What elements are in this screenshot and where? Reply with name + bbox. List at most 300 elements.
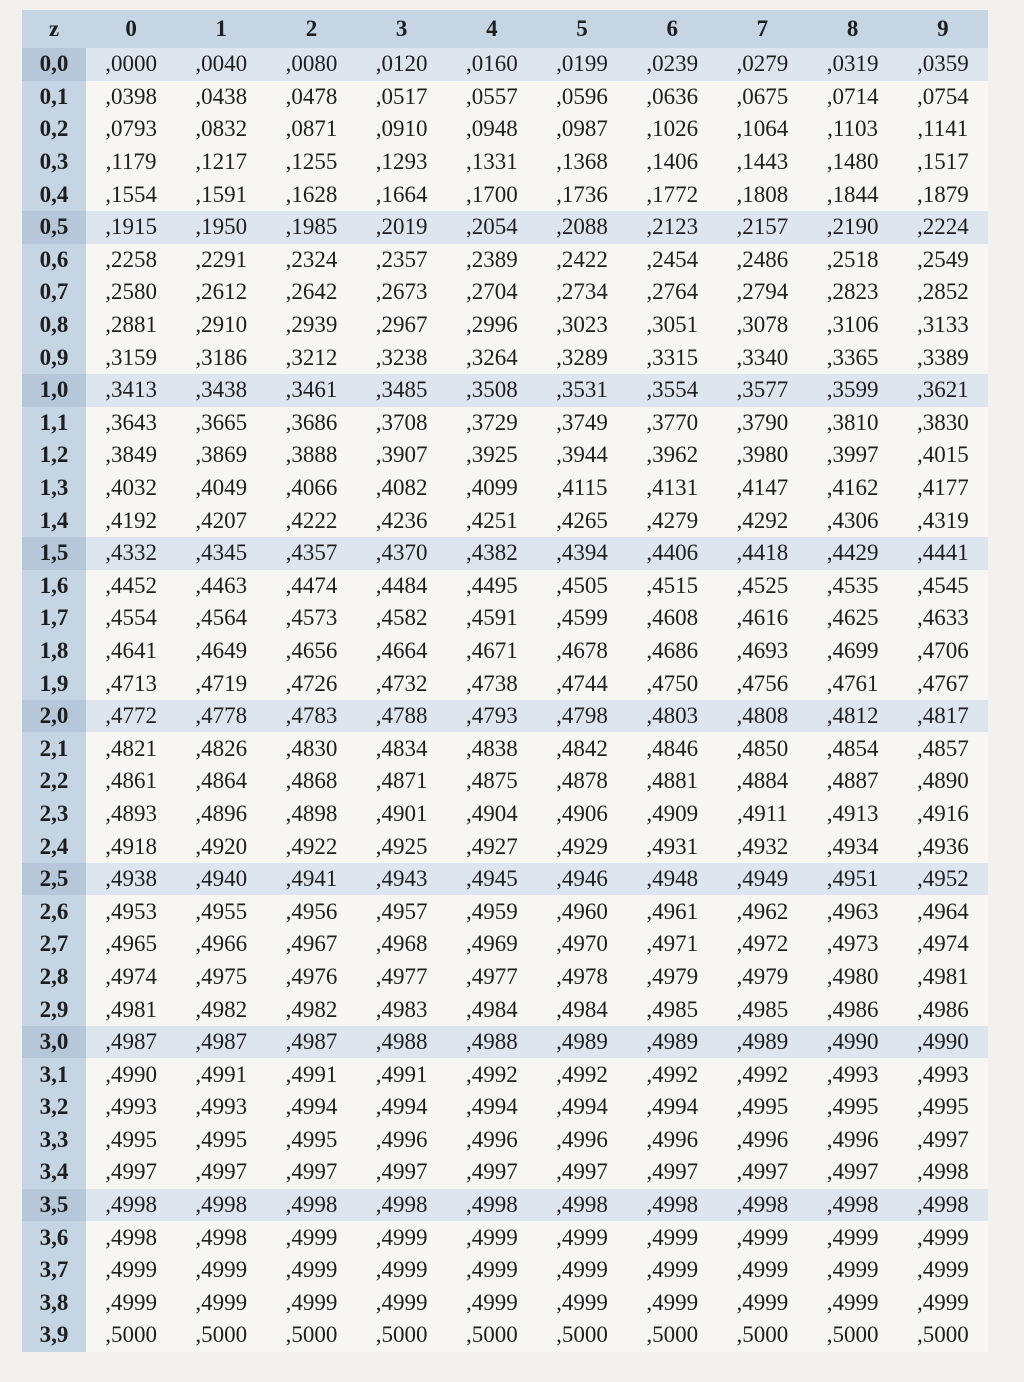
probability-cell: ,3729 (447, 407, 537, 440)
probability-cell: ,4994 (627, 1091, 717, 1124)
probability-cell: ,4997 (898, 1124, 988, 1157)
probability-cell: ,4983 (357, 993, 447, 1026)
table-row (22, 667, 988, 700)
probability-cell: ,2580 (86, 276, 176, 309)
probability-cell: ,5000 (717, 1319, 807, 1352)
probability-cell: ,0000 (86, 48, 176, 81)
probability-cell: ,4582 (357, 602, 447, 635)
table-body (22, 48, 988, 1352)
probability-cell: ,4977 (447, 961, 537, 994)
probability-cell: ,5000 (447, 1319, 537, 1352)
probability-cell: ,4798 (537, 700, 627, 733)
table-row (22, 81, 988, 114)
probability-cell: ,3531 (537, 374, 627, 407)
z-value-cell: 3,7 (22, 1254, 86, 1287)
probability-cell: ,4850 (717, 732, 807, 765)
probability-cell: ,4997 (86, 1156, 176, 1189)
probability-cell: ,4995 (266, 1124, 356, 1157)
probability-cell: ,4973 (808, 928, 898, 961)
probability-cell: ,1255 (266, 146, 356, 179)
probability-cell: ,1664 (357, 178, 447, 211)
table-row (22, 537, 988, 570)
probability-cell: ,4881 (627, 765, 717, 798)
probability-cell: ,4706 (898, 635, 988, 668)
probability-cell: ,4948 (627, 863, 717, 896)
probability-cell: ,4999 (266, 1287, 356, 1320)
probability-cell: ,4890 (898, 765, 988, 798)
probability-cell: ,4115 (537, 472, 627, 505)
probability-cell: ,4931 (627, 830, 717, 863)
probability-cell: ,4998 (176, 1189, 266, 1222)
probability-cell: ,4996 (717, 1124, 807, 1157)
probability-cell: ,4591 (447, 602, 537, 635)
probability-cell: ,4981 (898, 961, 988, 994)
probability-cell: ,3438 (176, 374, 266, 407)
probability-cell: ,4357 (266, 537, 356, 570)
probability-cell: ,4971 (627, 928, 717, 961)
probability-cell: ,3686 (266, 407, 356, 440)
probability-cell: ,4998 (176, 1221, 266, 1254)
probability-cell: ,3133 (898, 309, 988, 342)
probability-cell: ,4875 (447, 765, 537, 798)
probability-cell: ,4793 (447, 700, 537, 733)
probability-cell: ,4996 (357, 1124, 447, 1157)
probability-cell: ,0199 (537, 48, 627, 81)
table-row (22, 1124, 988, 1157)
probability-cell: ,4999 (627, 1287, 717, 1320)
probability-cell: ,4997 (176, 1156, 266, 1189)
probability-cell: ,1591 (176, 178, 266, 211)
table-row (22, 113, 988, 146)
probability-cell: ,4236 (357, 504, 447, 537)
probability-cell: ,3997 (808, 439, 898, 472)
probability-cell: ,4997 (537, 1156, 627, 1189)
column-header: 5 (537, 10, 627, 48)
probability-cell: ,2518 (808, 244, 898, 277)
probability-cell: ,4998 (717, 1189, 807, 1222)
probability-cell: ,1368 (537, 146, 627, 179)
probability-cell: ,4803 (627, 700, 717, 733)
probability-cell: ,3078 (717, 309, 807, 342)
table-row (22, 732, 988, 765)
probability-cell: ,1736 (537, 178, 627, 211)
z-value-cell: 1,3 (22, 472, 86, 505)
probability-cell: ,0080 (266, 48, 356, 81)
probability-cell: ,1808 (717, 178, 807, 211)
probability-cell: ,2422 (537, 244, 627, 277)
probability-cell: ,4678 (537, 635, 627, 668)
probability-cell: ,4998 (266, 1189, 356, 1222)
probability-cell: ,4999 (176, 1254, 266, 1287)
probability-cell: ,4788 (357, 700, 447, 733)
probability-cell: ,4996 (537, 1124, 627, 1157)
probability-cell: ,4992 (627, 1058, 717, 1091)
probability-cell: ,4778 (176, 700, 266, 733)
probability-cell: ,2389 (447, 244, 537, 277)
probability-cell: ,3962 (627, 439, 717, 472)
probability-cell: ,4429 (808, 537, 898, 570)
probability-cell: ,3289 (537, 341, 627, 374)
probability-cell: ,4981 (86, 993, 176, 1026)
probability-cell: ,2704 (447, 276, 537, 309)
probability-cell: ,4999 (266, 1221, 356, 1254)
probability-cell: ,4995 (808, 1091, 898, 1124)
probability-cell: ,3485 (357, 374, 447, 407)
probability-cell: ,0239 (627, 48, 717, 81)
probability-cell: ,1517 (898, 146, 988, 179)
probability-cell: ,4049 (176, 472, 266, 505)
probability-cell: ,4857 (898, 732, 988, 765)
probability-cell: ,0040 (176, 48, 266, 81)
probability-cell: ,4949 (717, 863, 807, 896)
probability-cell: ,4868 (266, 765, 356, 798)
probability-cell: ,3365 (808, 341, 898, 374)
probability-cell: ,4999 (717, 1221, 807, 1254)
probability-cell: ,4192 (86, 504, 176, 537)
probability-cell: ,4162 (808, 472, 898, 505)
probability-cell: ,4177 (898, 472, 988, 505)
z-value-cell: 0,8 (22, 309, 86, 342)
probability-cell: ,2123 (627, 211, 717, 244)
probability-cell: ,2823 (808, 276, 898, 309)
probability-cell: ,4332 (86, 537, 176, 570)
probability-cell: ,3577 (717, 374, 807, 407)
probability-cell: ,0754 (898, 81, 988, 114)
z-value-cell: 3,1 (22, 1058, 86, 1091)
table-row (22, 798, 988, 831)
probability-cell: ,4842 (537, 732, 627, 765)
probability-cell: ,4999 (176, 1287, 266, 1320)
probability-cell: ,4969 (447, 928, 537, 961)
probability-cell: ,4699 (808, 635, 898, 668)
probability-cell: ,2734 (537, 276, 627, 309)
probability-cell: ,1700 (447, 178, 537, 211)
probability-cell: ,4861 (86, 765, 176, 798)
probability-cell: ,4951 (808, 863, 898, 896)
probability-cell: ,4884 (717, 765, 807, 798)
probability-cell: ,4370 (357, 537, 447, 570)
probability-cell: ,4898 (266, 798, 356, 831)
probability-cell: ,2673 (357, 276, 447, 309)
probability-cell: ,4525 (717, 570, 807, 603)
probability-cell: ,4953 (86, 895, 176, 928)
probability-cell: ,4998 (627, 1189, 717, 1222)
probability-cell: ,0359 (898, 48, 988, 81)
probability-cell: ,4573 (266, 602, 356, 635)
z-value-cell: 0,7 (22, 276, 86, 309)
z-value-cell: 1,4 (22, 504, 86, 537)
probability-cell: ,2794 (717, 276, 807, 309)
probability-cell: ,4965 (86, 928, 176, 961)
probability-cell: ,4999 (537, 1287, 627, 1320)
table-row (22, 407, 988, 440)
probability-cell: ,4066 (266, 472, 356, 505)
probability-cell: ,3212 (266, 341, 356, 374)
probability-cell: ,4830 (266, 732, 356, 765)
probability-cell: ,4999 (86, 1287, 176, 1320)
z-value-cell: 3,4 (22, 1156, 86, 1189)
probability-cell: ,3770 (627, 407, 717, 440)
probability-cell: ,4934 (808, 830, 898, 863)
table-row (22, 993, 988, 1026)
probability-cell: ,4999 (266, 1254, 356, 1287)
probability-cell: ,1293 (357, 146, 447, 179)
table-header (22, 10, 988, 48)
probability-cell: ,0793 (86, 113, 176, 146)
probability-cell: ,5000 (898, 1319, 988, 1352)
table-row (22, 1189, 988, 1222)
column-header: 6 (627, 10, 717, 48)
probability-cell: ,4999 (357, 1254, 447, 1287)
probability-cell: ,0478 (266, 81, 356, 114)
table-row (22, 341, 988, 374)
probability-cell: ,5000 (537, 1319, 627, 1352)
probability-cell: ,4878 (537, 765, 627, 798)
z-value-cell: 3,5 (22, 1189, 86, 1222)
probability-cell: ,4927 (447, 830, 537, 863)
probability-cell: ,4999 (627, 1221, 717, 1254)
probability-cell: ,0596 (537, 81, 627, 114)
table-row (22, 1254, 988, 1287)
probability-cell: ,4767 (898, 667, 988, 700)
probability-cell: ,2612 (176, 276, 266, 309)
probability-cell: ,4999 (447, 1221, 537, 1254)
probability-cell: ,3944 (537, 439, 627, 472)
probability-cell: ,4846 (627, 732, 717, 765)
probability-cell: ,3186 (176, 341, 266, 374)
probability-cell: ,4251 (447, 504, 537, 537)
probability-cell: ,2642 (266, 276, 356, 309)
probability-cell: ,4738 (447, 667, 537, 700)
probability-cell: ,4996 (447, 1124, 537, 1157)
z-value-cell: 1,9 (22, 667, 86, 700)
probability-cell: ,4893 (86, 798, 176, 831)
probability-cell: ,1844 (808, 178, 898, 211)
probability-cell: ,4545 (898, 570, 988, 603)
probability-cell: ,4726 (266, 667, 356, 700)
probability-cell: ,4995 (898, 1091, 988, 1124)
probability-cell: ,1554 (86, 178, 176, 211)
probability-cell: ,2019 (357, 211, 447, 244)
probability-cell: ,3159 (86, 341, 176, 374)
probability-cell: ,4957 (357, 895, 447, 928)
table-row (22, 863, 988, 896)
probability-cell: ,4821 (86, 732, 176, 765)
column-header: 7 (717, 10, 807, 48)
z-value-cell: 1,1 (22, 407, 86, 440)
probability-cell: ,4817 (898, 700, 988, 733)
probability-cell: ,2852 (898, 276, 988, 309)
probability-cell: ,3413 (86, 374, 176, 407)
probability-cell: ,3907 (357, 439, 447, 472)
probability-cell: ,4955 (176, 895, 266, 928)
z-value-cell: 3,0 (22, 1026, 86, 1059)
probability-cell: ,4985 (717, 993, 807, 1026)
probability-cell: ,4999 (898, 1287, 988, 1320)
table-row (22, 309, 988, 342)
probability-cell: ,4999 (898, 1221, 988, 1254)
z-value-cell: 0,5 (22, 211, 86, 244)
table-row (22, 570, 988, 603)
probability-cell: ,2157 (717, 211, 807, 244)
probability-cell: ,4967 (266, 928, 356, 961)
probability-cell: ,4976 (266, 961, 356, 994)
probability-cell: ,4998 (537, 1189, 627, 1222)
table-row (22, 374, 988, 407)
probability-cell: ,4987 (266, 1026, 356, 1059)
probability-cell: ,4997 (627, 1156, 717, 1189)
probability-cell: ,4922 (266, 830, 356, 863)
probability-cell: ,3708 (357, 407, 447, 440)
probability-cell: ,4938 (86, 863, 176, 896)
probability-cell: ,3264 (447, 341, 537, 374)
probability-cell: ,3508 (447, 374, 537, 407)
probability-cell: ,4441 (898, 537, 988, 570)
probability-cell: ,3106 (808, 309, 898, 342)
probability-cell: ,4864 (176, 765, 266, 798)
probability-cell: ,2258 (86, 244, 176, 277)
probability-cell: ,4406 (627, 537, 717, 570)
probability-cell: ,4750 (627, 667, 717, 700)
table-row (22, 439, 988, 472)
table-row (22, 472, 988, 505)
probability-cell: ,3869 (176, 439, 266, 472)
z-value-cell: 0,1 (22, 81, 86, 114)
probability-cell: ,4982 (176, 993, 266, 1026)
probability-cell: ,4906 (537, 798, 627, 831)
probability-cell: ,3315 (627, 341, 717, 374)
probability-cell: ,4772 (86, 700, 176, 733)
probability-cell: ,4131 (627, 472, 717, 505)
z-value-cell: 3,3 (22, 1124, 86, 1157)
probability-cell: ,4719 (176, 667, 266, 700)
z-value-cell: 0,0 (22, 48, 86, 81)
table-row (22, 765, 988, 798)
probability-cell: ,2939 (266, 309, 356, 342)
probability-cell: ,4960 (537, 895, 627, 928)
probability-cell: ,4345 (176, 537, 266, 570)
probability-cell: ,4306 (808, 504, 898, 537)
table-row (22, 700, 988, 733)
probability-cell: ,4932 (717, 830, 807, 863)
probability-cell: ,4995 (717, 1091, 807, 1124)
probability-cell: ,3340 (717, 341, 807, 374)
probability-cell: ,4993 (176, 1091, 266, 1124)
probability-cell: ,4997 (717, 1156, 807, 1189)
probability-cell: ,4999 (537, 1221, 627, 1254)
probability-cell: ,3790 (717, 407, 807, 440)
probability-cell: ,1628 (266, 178, 356, 211)
probability-cell: ,4732 (357, 667, 447, 700)
probability-cell: ,4975 (176, 961, 266, 994)
column-header: 0 (86, 10, 176, 48)
probability-cell: ,3749 (537, 407, 627, 440)
probability-cell: ,4963 (808, 895, 898, 928)
probability-cell: ,3888 (266, 439, 356, 472)
probability-cell: ,4904 (447, 798, 537, 831)
probability-cell: ,0517 (357, 81, 447, 114)
probability-cell: ,4992 (537, 1058, 627, 1091)
probability-cell: ,4999 (717, 1254, 807, 1287)
probability-cell: ,3461 (266, 374, 356, 407)
probability-cell: ,2054 (447, 211, 537, 244)
probability-cell: ,3554 (627, 374, 717, 407)
probability-cell: ,4989 (537, 1026, 627, 1059)
probability-cell: ,1064 (717, 113, 807, 146)
probability-cell: ,4854 (808, 732, 898, 765)
probability-cell: ,4625 (808, 602, 898, 635)
probability-cell: ,4995 (176, 1124, 266, 1157)
table-row (22, 1058, 988, 1091)
table-row (22, 146, 988, 179)
probability-cell: ,3051 (627, 309, 717, 342)
z-value-cell: 3,9 (22, 1319, 86, 1352)
probability-cell: ,4999 (717, 1287, 807, 1320)
z-value-cell: 1,0 (22, 374, 86, 407)
z-value-cell: 2,2 (22, 765, 86, 798)
column-header: 2 (266, 10, 356, 48)
z-value-cell: 3,2 (22, 1091, 86, 1124)
table-row (22, 1287, 988, 1320)
probability-cell: ,4992 (717, 1058, 807, 1091)
probability-cell: ,3023 (537, 309, 627, 342)
z-value-cell: 2,7 (22, 928, 86, 961)
probability-cell: ,4838 (447, 732, 537, 765)
table-row (22, 48, 988, 81)
probability-cell: ,4515 (627, 570, 717, 603)
probability-cell: ,4962 (717, 895, 807, 928)
probability-cell: ,4279 (627, 504, 717, 537)
probability-cell: ,4911 (717, 798, 807, 831)
probability-cell: ,4999 (808, 1221, 898, 1254)
probability-cell: ,4993 (808, 1058, 898, 1091)
probability-cell: ,4756 (717, 667, 807, 700)
probability-cell: ,3643 (86, 407, 176, 440)
probability-cell: ,4978 (537, 961, 627, 994)
corner-header: z (22, 10, 86, 48)
probability-cell: ,4871 (357, 765, 447, 798)
probability-cell: ,4984 (447, 993, 537, 1026)
probability-cell: ,3980 (717, 439, 807, 472)
probability-cell: ,3665 (176, 407, 266, 440)
z-value-cell: 0,9 (22, 341, 86, 374)
table-row (22, 830, 988, 863)
z-value-cell: 2,0 (22, 700, 86, 733)
probability-cell: ,4986 (898, 993, 988, 1026)
probability-cell: ,1480 (808, 146, 898, 179)
z-value-cell: 2,5 (22, 863, 86, 896)
probability-cell: ,4826 (176, 732, 266, 765)
probability-cell: ,4990 (86, 1058, 176, 1091)
probability-cell: ,3849 (86, 439, 176, 472)
probability-cell: ,4418 (717, 537, 807, 570)
probability-cell: ,0987 (537, 113, 627, 146)
probability-cell: ,1879 (898, 178, 988, 211)
probability-cell: ,4994 (357, 1091, 447, 1124)
column-header: 9 (898, 10, 988, 48)
z-value-cell: 3,6 (22, 1221, 86, 1254)
probability-cell: ,1179 (86, 146, 176, 179)
probability-cell: ,4997 (447, 1156, 537, 1189)
probability-cell: ,4974 (86, 961, 176, 994)
probability-cell: ,2357 (357, 244, 447, 277)
z-value-cell: 0,3 (22, 146, 86, 179)
probability-cell: ,4394 (537, 537, 627, 570)
z-value-cell: 1,2 (22, 439, 86, 472)
probability-cell: ,5000 (266, 1319, 356, 1352)
z-value-cell: 2,8 (22, 961, 86, 994)
table-row (22, 1026, 988, 1059)
